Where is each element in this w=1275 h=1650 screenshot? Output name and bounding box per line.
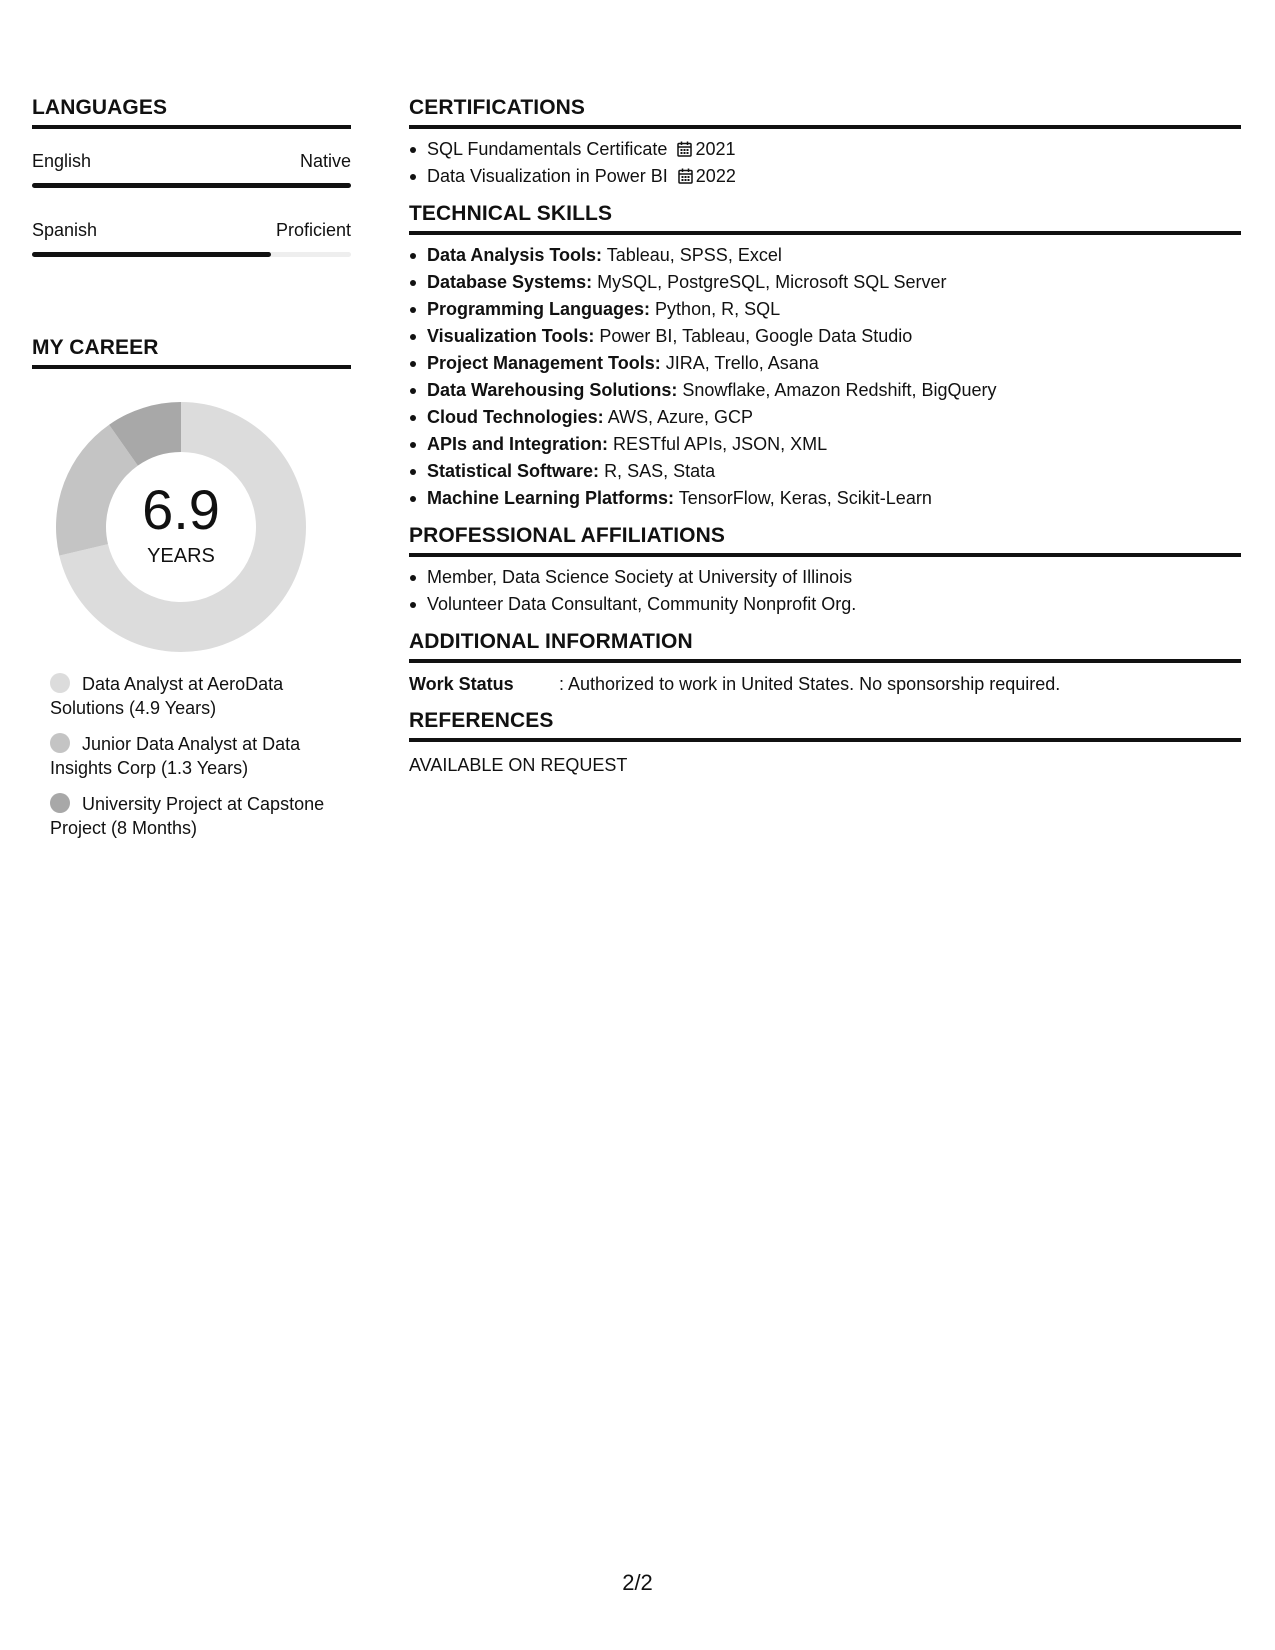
language-item xyxy=(32,220,351,257)
references-title: REFERENCES xyxy=(409,709,1241,742)
career-legend xyxy=(50,672,340,840)
certification-year: 2022 xyxy=(695,166,736,186)
right-column xyxy=(409,96,1241,778)
skill-item xyxy=(409,377,1241,404)
skill-item xyxy=(409,485,1241,512)
calendar-icon xyxy=(678,168,693,184)
skill-value: RESTful APIs, JSON, XML xyxy=(613,434,828,454)
legend-label: University Project at Capstone Project (8 Months) xyxy=(50,794,325,838)
skill-label: APIs and Integration: xyxy=(427,434,609,454)
skill-value: R, SAS, Stata xyxy=(604,461,716,481)
skill-value: JIRA, Trello, Asana xyxy=(665,353,819,373)
skill-item xyxy=(409,458,1241,485)
affiliations-list xyxy=(409,564,1241,618)
legend-swatch xyxy=(50,793,70,813)
certifications-list xyxy=(409,136,1241,190)
legend-swatch xyxy=(50,733,70,753)
skill-value: Snowflake, Amazon Redshift, BigQuery xyxy=(682,380,997,400)
legend-item xyxy=(50,792,340,840)
skill-value: TensorFlow, Keras, Scikit-Learn xyxy=(678,488,932,508)
technical-skills-section xyxy=(409,202,1241,512)
references-text: AVAILABLE ON REQUEST xyxy=(409,755,628,775)
certifications-section xyxy=(409,96,1241,190)
affiliation-item: Member, Data Science Society at University of Illinois xyxy=(409,564,1241,591)
career-total-unit: YEARS xyxy=(147,545,215,567)
legend-label: Data Analyst at AeroData Solutions (4.9 Years) xyxy=(50,674,284,718)
certification-item xyxy=(409,136,1241,163)
skill-item xyxy=(409,269,1241,296)
skill-label: Project Management Tools: xyxy=(427,353,661,373)
legend-label: Junior Data Analyst at Data Insights Corp (1.3 Years) xyxy=(50,734,301,778)
certification-name: Data Visualization in Power BI xyxy=(427,166,668,186)
certification-year: 2021 xyxy=(695,139,736,159)
affiliations-section xyxy=(409,524,1241,618)
language-item xyxy=(32,151,351,188)
language-level: Native xyxy=(299,151,351,171)
skill-value: Tableau, SPSS, Excel xyxy=(606,245,782,265)
additional-info-section xyxy=(409,630,1241,697)
language-proficiency-fill xyxy=(32,252,271,257)
certification-item xyxy=(409,163,1241,190)
career-donut-chart xyxy=(56,402,306,652)
language-proficiency-bar xyxy=(32,183,351,188)
skill-item xyxy=(409,404,1241,431)
career-section xyxy=(32,336,351,840)
work-status-row xyxy=(409,671,1241,697)
career-total-years: 6.9 xyxy=(142,478,220,541)
skill-label: Data Warehousing Solutions: xyxy=(427,380,678,400)
languages-title: LANGUAGES xyxy=(32,96,351,129)
skill-value: Python, R, SQL xyxy=(655,299,781,319)
language-proficiency-fill xyxy=(32,183,351,188)
legend-item xyxy=(50,732,340,780)
skill-label: Database Systems: xyxy=(427,272,593,292)
skill-value: MySQL, PostgreSQL, Microsoft SQL Server xyxy=(597,272,947,292)
skill-label: Visualization Tools: xyxy=(427,326,595,346)
technical-skills-list xyxy=(409,242,1241,512)
skill-label: Statistical Software: xyxy=(427,461,600,481)
language-name: Spanish xyxy=(32,220,98,240)
languages-section xyxy=(32,96,351,257)
skill-label: Data Analysis Tools: xyxy=(427,245,603,265)
skill-value: Power BI, Tableau, Google Data Studio xyxy=(599,326,913,346)
calendar-icon xyxy=(677,141,692,157)
language-level: Proficient xyxy=(275,220,351,240)
technical-skills-title: TECHNICAL SKILLS xyxy=(409,202,1241,235)
skill-label: Machine Learning Platforms: xyxy=(427,488,675,508)
skill-item xyxy=(409,431,1241,458)
page-number: 2/2 xyxy=(622,1570,653,1595)
additional-info-title: ADDITIONAL INFORMATION xyxy=(409,630,1241,663)
work-status-label: Work Status xyxy=(409,674,514,694)
work-status-value: : Authorized to work in United States. No sponsorship required. xyxy=(559,674,1061,694)
legend-item xyxy=(50,672,340,720)
donut-center xyxy=(56,402,306,652)
skill-item xyxy=(409,323,1241,350)
affiliation-item: Volunteer Data Consultant, Community Nonprofit Org. xyxy=(409,591,1241,618)
skill-item xyxy=(409,242,1241,269)
skill-item xyxy=(409,296,1241,323)
skill-label: Cloud Technologies: xyxy=(427,407,604,427)
left-column xyxy=(32,96,351,852)
language-proficiency-bar xyxy=(32,252,351,257)
skill-item xyxy=(409,350,1241,377)
legend-swatch xyxy=(50,673,70,693)
skill-label: Programming Languages: xyxy=(427,299,651,319)
references-section xyxy=(409,709,1241,778)
skill-value: AWS, Azure, GCP xyxy=(607,407,754,427)
language-name: English xyxy=(32,151,92,171)
career-title: MY CAREER xyxy=(32,336,351,369)
certifications-title: CERTIFICATIONS xyxy=(409,96,1241,129)
certification-name: SQL Fundamentals Certificate xyxy=(427,139,668,159)
affiliations-title: PROFESSIONAL AFFILIATIONS xyxy=(409,524,1241,557)
